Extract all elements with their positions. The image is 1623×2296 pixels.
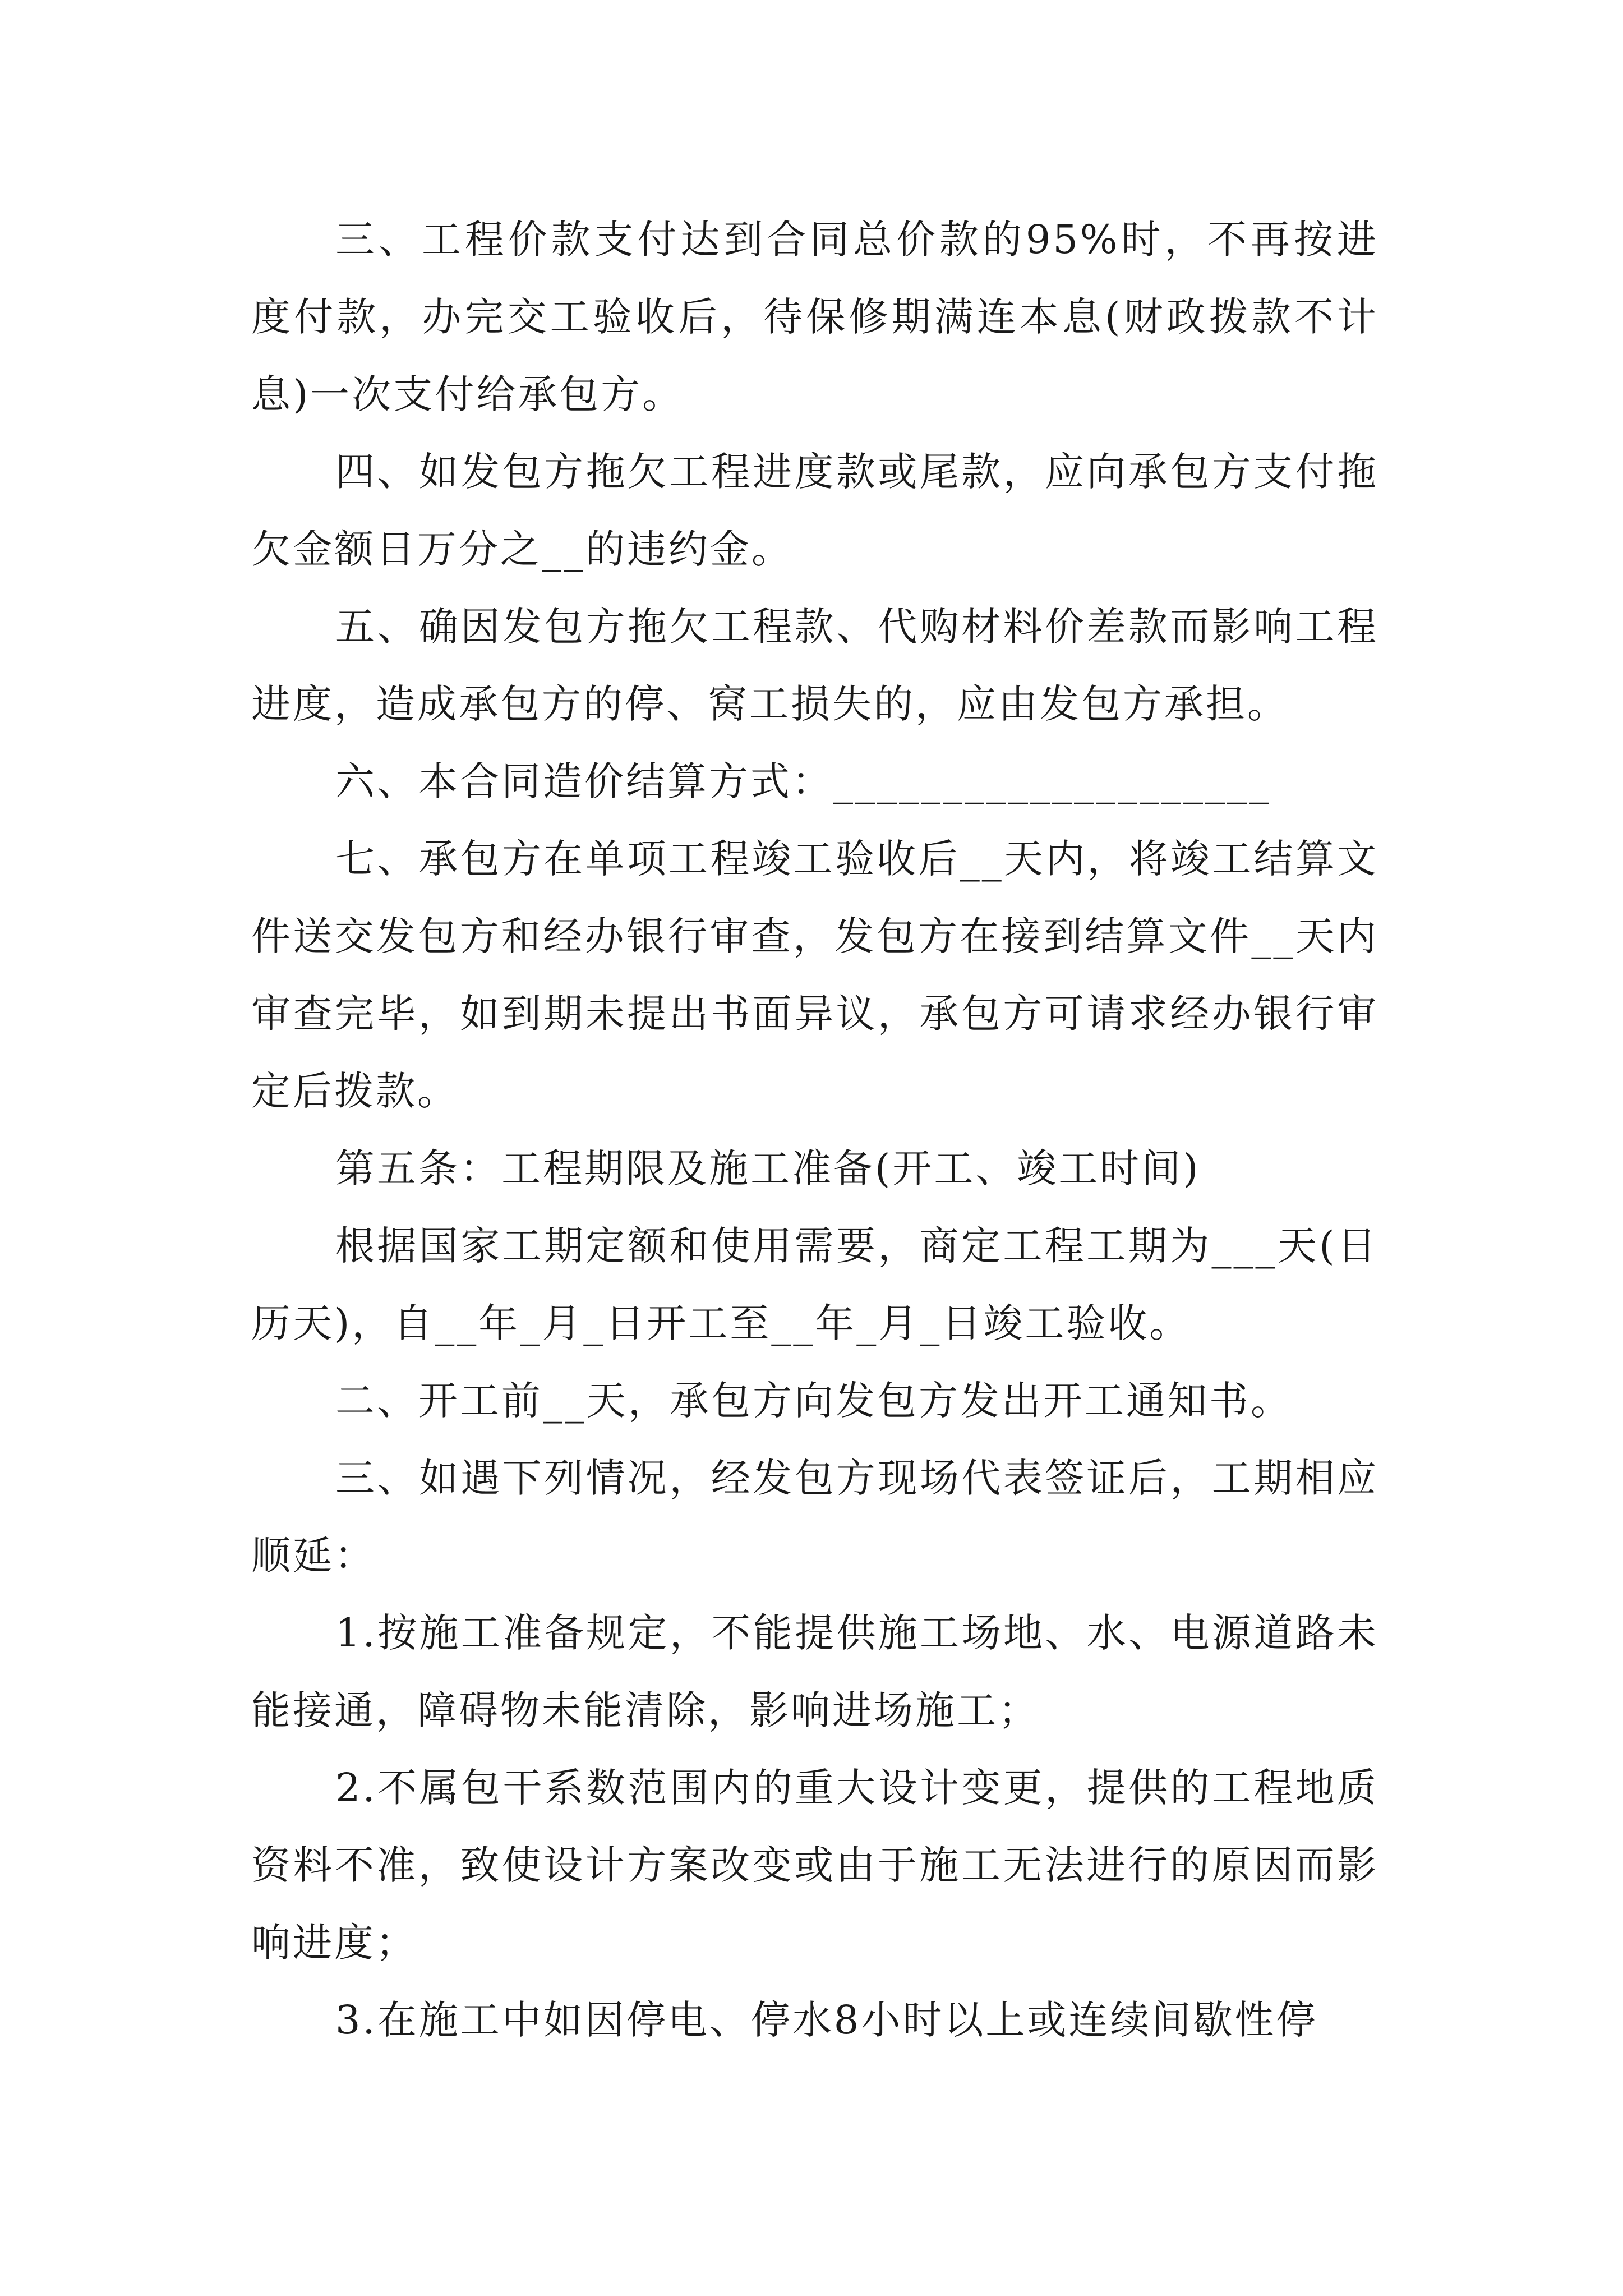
list-item-design-change: 2.不属包干系数范围内的重大设计变更，提供的工程地质资料不准，致使设计方案改变或由于施工无法进行的原因而影响进度； — [251, 1765, 1378, 1966]
list-item-site-preparation: 1.按施工准备规定，不能提供施工场地、水、电源道路未能接通，障碍物未能清除，影响进场施工； — [251, 1610, 1378, 1733]
list-item-power-water-outage: 3.在施工中如因停电、停水8小时以上或连续间歇性停 — [335, 1997, 1318, 2043]
document-body — [251, 201, 1378, 2059]
paragraph-payment-95-percent: 三、工程价款支付达到合同总价款的95%时，不再按进度付款，办完交工验收后，待保修期满连本息(财政拨款不计息)一次支付给承包方。 — [251, 217, 1378, 417]
paragraph-delay-losses: 五、确因发包方拖欠工程款、代购材料价差款而影响工程进度，造成承包方的停、窝工损失的，应由发包方承担。 — [251, 604, 1378, 727]
paragraph-overdue-penalty: 四、如发包方拖欠工程进度款或尾款，应向承包方支付拖欠金额日万分之__的违约金。 — [251, 449, 1378, 572]
paragraph-construction-period: 根据国家工期定额和使用需要，商定工程工期为___天(日历天)，自__年_月_日开工至__年_月_日竣工验收。 — [251, 1223, 1378, 1346]
paragraph-start-notice: 二、开工前__天，承包方向发包方发出开工通知书。 — [335, 1378, 1292, 1424]
paragraph-extension-conditions: 三、如遇下列情况，经发包方现场代表签证后，工期相应顺延： — [251, 1455, 1378, 1579]
paragraph-settlement-method: 六、本合同造价结算方式：____________________ — [335, 758, 1271, 804]
article-five-heading: 第五条：工程期限及施工准备(开工、竣工时间) — [335, 1145, 1201, 1191]
paragraph-final-settlement-review: 七、承包方在单项工程竣工验收后__天内，将竣工结算文件送交发包方和经办银行审查，发包方在接到结算文件__天内审查完毕，如到期未提出书面异议，承包方可请求经办银行审定后拨款。 — [251, 836, 1378, 1114]
